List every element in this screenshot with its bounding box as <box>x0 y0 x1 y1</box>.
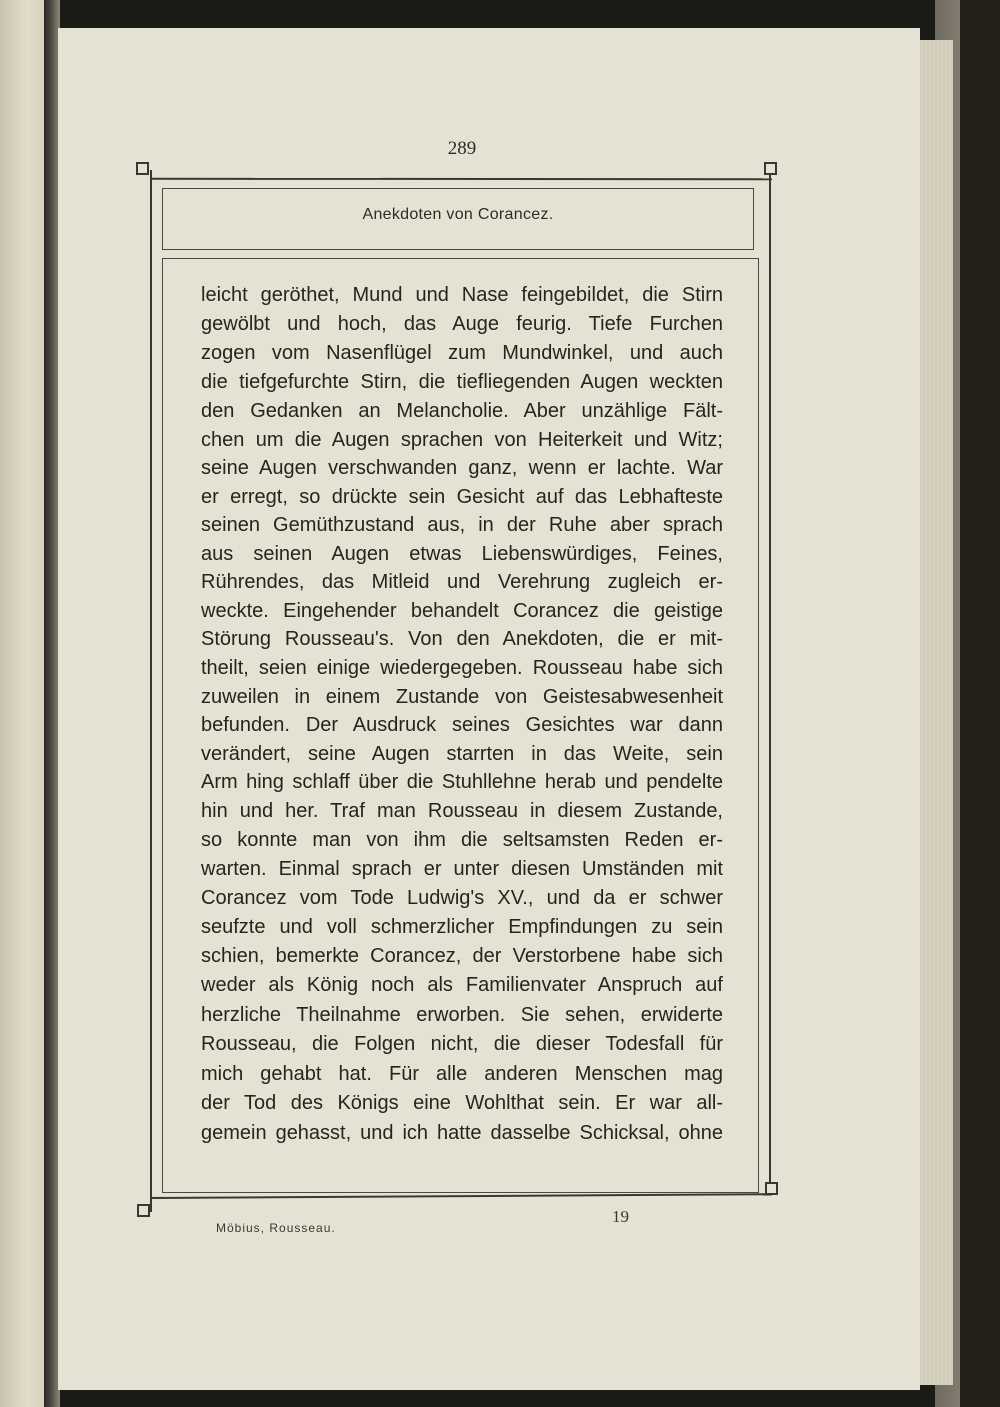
body-line: der Tod des Königs eine Wohlthat sein. Er war all- <box>201 1092 723 1114</box>
body-line: die tiefgefurchte Stirn, die tiefliegenden Augen weckten <box>201 371 723 393</box>
body-line: chen um die Augen sprachen von Heiterkeit und Witz; <box>201 429 723 451</box>
body-line: den Gedanken an Melancholie. Aber unzählige Fält- <box>201 400 723 422</box>
body-line: aus seinen Augen etwas Liebenswürdiges, Feines, <box>201 543 723 565</box>
body-line: gemein gehasst, und ich hatte dasselbe Schicksal, ohne <box>201 1122 723 1144</box>
body-line: warten. Einmal sprach er unter diesen Umständen mit <box>201 858 723 880</box>
body-line: schien, bemerkte Corancez, der Verstorbene habe sich <box>201 945 723 967</box>
body-line: leicht geröthet, Mund und Nase feingebildet, die Stirn <box>201 284 723 306</box>
frame-right-line <box>769 170 771 1182</box>
body-line: seinen Gemüthzustand aus, in der Ruhe aber sprach <box>201 514 723 536</box>
frame-corner-bottom-right <box>765 1182 778 1195</box>
body-line: gewölbt und hoch, das Auge feurig. Tiefe Furchen <box>201 313 723 335</box>
body-line: zuweilen in einem Zustande von Geistesabwesenheit <box>201 686 723 708</box>
body-line: theilt, seien einige wiedergegeben. Rousseau habe sich <box>201 657 723 679</box>
body-line: Corancez vom Tode Ludwig's XV., und da er schwer <box>201 887 723 909</box>
body-line: Störung Rousseau's. Von den Anekdoten, die er mit- <box>201 628 723 650</box>
body-line: verändert, seine Augen starrten in das Weite, sein <box>201 743 723 765</box>
body-line: Rousseau, die Folgen nicht, die dieser Todesfall für <box>201 1033 723 1055</box>
page-number: 289 <box>447 138 477 159</box>
frame-corner-bottom-left <box>137 1204 150 1217</box>
body-line: er erregt, so drückte sein Gesicht auf das Lebhafteste <box>201 486 723 508</box>
frame-corner-top-right <box>764 162 777 175</box>
frame-left-line <box>150 170 152 1212</box>
body-line: seufzte und voll schmerzlicher Empfindungen zu sein <box>201 916 723 938</box>
running-header-box <box>162 188 754 250</box>
body-line: Rührendes, das Mitleid und Verehrung zugleich er- <box>201 571 723 593</box>
background-shadow <box>960 0 1000 1407</box>
running-title: Anekdoten von Corancez. <box>362 206 554 223</box>
body-line: hin und her. Traf man Rousseau in diesem Zustande, <box>201 800 723 822</box>
sheet-signature-number: 19 <box>612 1207 629 1226</box>
body-line: zogen vom Nasenflügel zum Mundwinkel, und auch <box>201 342 723 364</box>
body-line: Arm hing schlaff über die Stuhllehne herab und pendelte <box>201 771 723 793</box>
body-line: so konnte man von ihm die seltsamsten Reden er- <box>201 829 723 851</box>
body-line: befunden. Der Ausdruck seines Gesichtes war dann <box>201 714 723 736</box>
facing-page-edge <box>0 0 44 1407</box>
body-line: seine Augen verschwanden ganz, wenn er lachte. War <box>201 457 723 479</box>
body-line: weckte. Eingehender behandelt Corancez die geistige <box>201 600 723 622</box>
frame-corner-top-left <box>136 162 149 175</box>
body-line: weder als König noch als Familienvater Anspruch auf <box>201 974 723 996</box>
body-line: mich gehabt hat. Für alle anderen Menschen mag <box>201 1063 723 1085</box>
footer-signature: Möbius, Rousseau. <box>216 1221 336 1235</box>
body-line: herzliche Theilnahme erworben. Sie sehen, erwiderte <box>201 1004 723 1026</box>
